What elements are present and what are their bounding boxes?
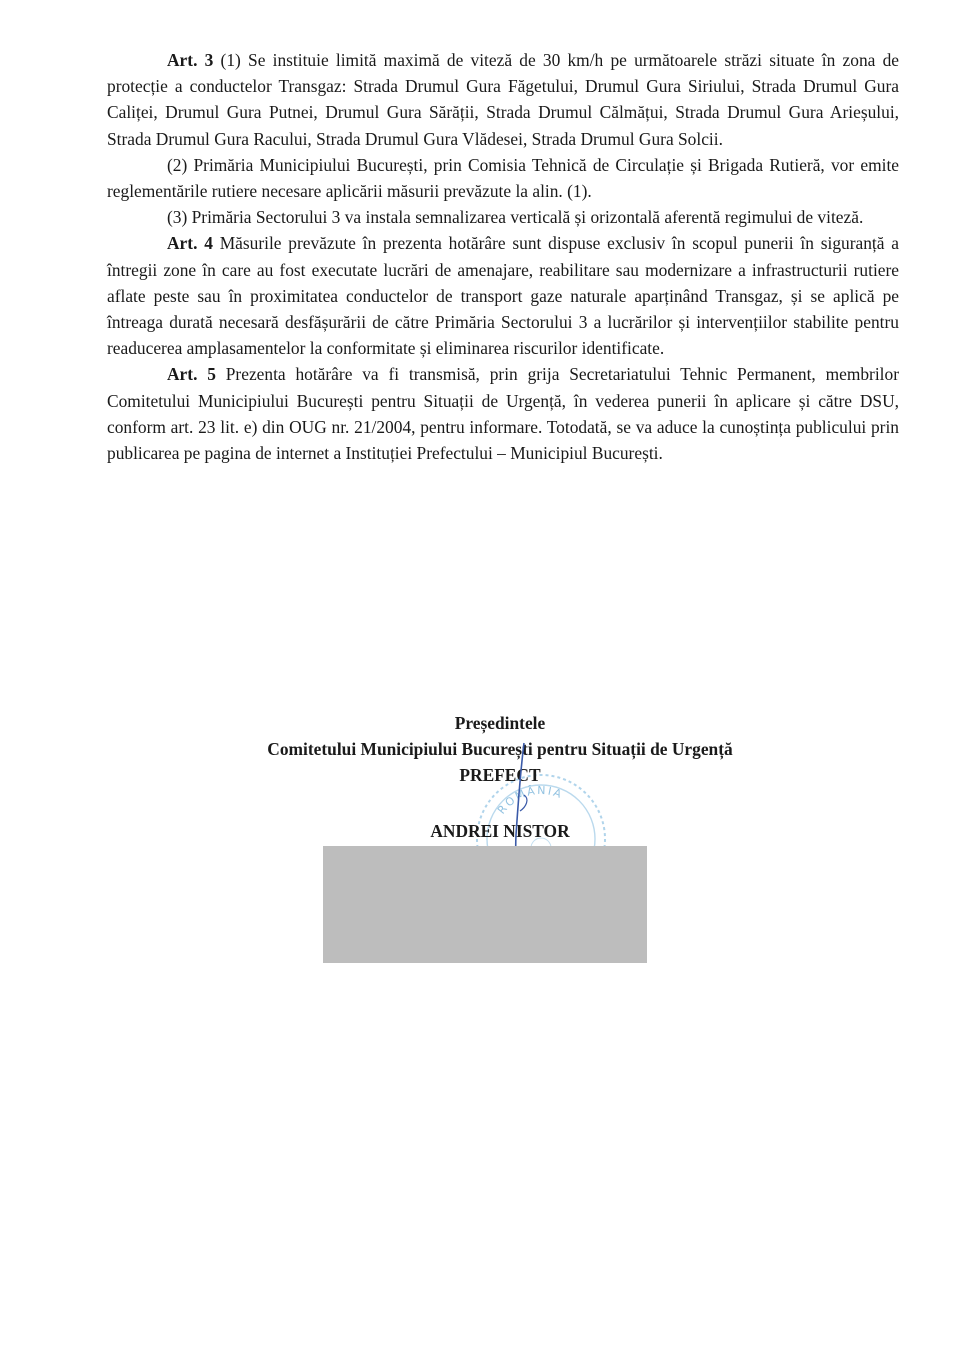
signature-title: Președintele — [454, 713, 546, 733]
paragraph-text: (3) Primăria Sectorului 3 va instala semnalizarea verticală și orizontală aferentă regimului de viteză. — [167, 207, 864, 228]
svg-text:ROMÂNIA: ROMÂNIA — [494, 783, 566, 817]
redacted-area — [323, 846, 647, 963]
document-body — [107, 47, 899, 466]
paragraph-art-3-3 — [107, 204, 899, 230]
paragraph-art-4 — [107, 230, 899, 361]
paragraph-text: Prezenta hotărâre va fi transmisă, prin grija Secretariatului Tehnic Permanent, membrilor Comitetului Municipiului București pentru Situații de Urgență, în vederea punerii în aplicare și către DSU, conform art. 23 lit. e) din OUG nr. 21/2004, pentru informare. Totodată, se va aduce la cunoștința publicului prin publicarea pe pagina de internet a Instituției Prefectului – Municipiul București. — [107, 364, 899, 464]
article-label: Art. 4 — [167, 233, 213, 254]
signature-role: PREFECT — [459, 765, 541, 785]
signatory-name: ANDREI NISTOR — [430, 821, 570, 841]
paragraph-art-3-2 — [107, 152, 899, 204]
article-label: Art. 3 — [167, 50, 214, 70]
paragraph-text: (2) Primăria Municipiului București, prin Comisia Tehnică de Circulație și Brigada Rutieră, vor emite reglementările rutiere necesare aplicării măsurii prevăzute la alin. (1). — [107, 154, 899, 202]
paragraph-text: Măsurile prevăzute în prezenta hotărâre sunt dispuse exclusiv în scopul punerii în siguranță a întregii zone în care au fost executate lucrări de amenajare, reabilitare sau modernizare a infrastructurii rutiere aflate peste sau în proximitatea conductelor de transport gaze naturale aparținând Transgaz, și se aplică pe întreaga durată necesară desfășurării de către Primăria Sectorului 3 a lucrărilor și intervențiilor stabilite pentru readucerea amplasamentelor la conformitate și eliminarea riscurilor identificate. — [107, 233, 899, 359]
paragraph-art-5 — [107, 361, 899, 466]
article-label: Art. 5 — [167, 364, 216, 385]
paragraph-text: (1) Se instituie limită maximă de viteză de 30 km/h pe următoarele străzi situate în zona de protecție a conductelor Transgaz: Strada Drumul Gura Făgetului, Drumul Gura Siriului, Strada Drumul Gura Caliței, Drumul Gura Putnei, Drumul Gura Sărății, Strada Drumul Călmățui, Strada Drumul Gura Arieșului, Strada Drumul Gura Racului, Strada Drumul Gura Vlădesei, Strada Drumul Gura Solcii. — [107, 50, 899, 149]
signature-committee: Comitetului Municipiului București pentru Situații de Urgență — [267, 739, 733, 759]
paragraph-art-3 — [107, 47, 899, 152]
